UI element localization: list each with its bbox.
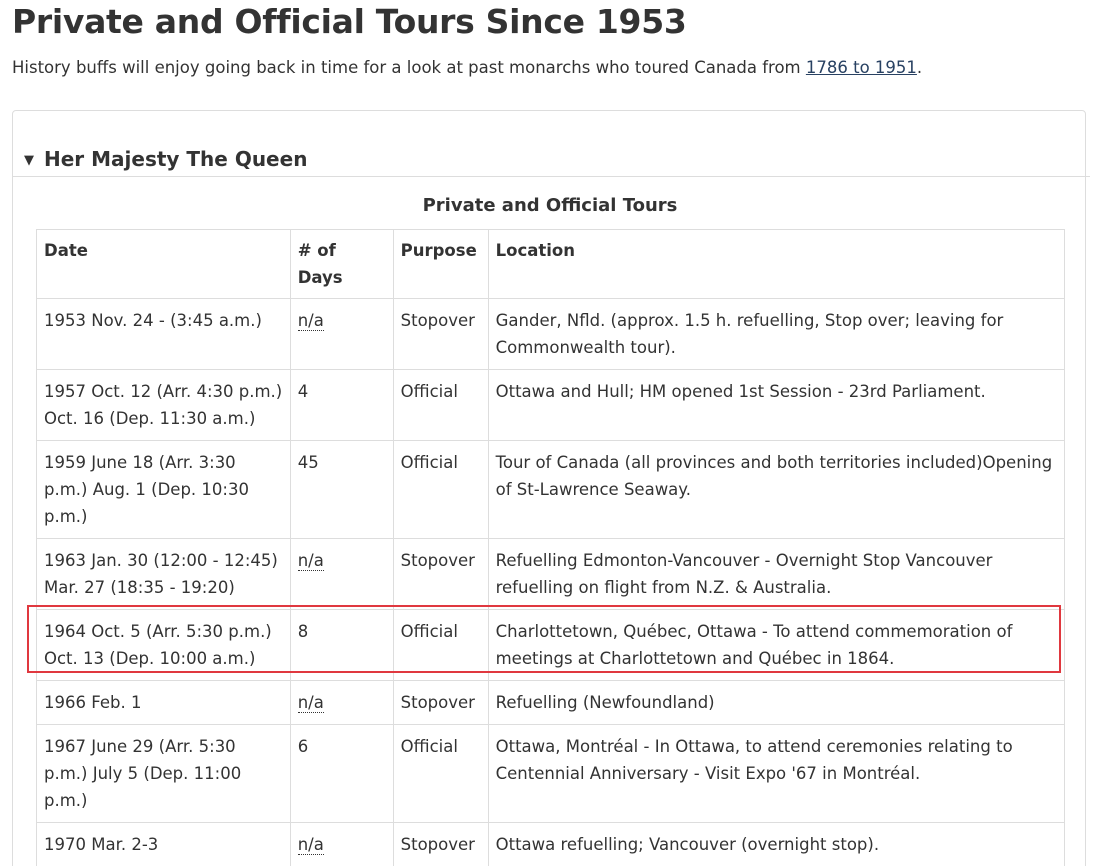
table-row (37, 370, 1065, 441)
table-row (37, 823, 1065, 866)
intro-text-after: . (916, 58, 923, 77)
table-row (37, 299, 1065, 370)
cell-location: Ottawa, Montréal - In Ottawa, to attend ceremonies relating to Centennial Anniversary - Visit Expo '67 in Montréal. (488, 725, 1064, 823)
cell-days (290, 539, 393, 610)
header-location: Location (488, 230, 1064, 299)
cell-location: Ottawa and Hull; HM opened 1st Session - 23rd Parliament. (488, 370, 1064, 441)
cell-purpose: Official (393, 610, 488, 681)
cell-location: Refuelling (Newfoundland) (488, 681, 1064, 725)
cell-purpose: Stopover (393, 539, 488, 610)
cell-location: Refuelling Edmonton-Vancouver - Overnight Stop Vancouver refuelling on flight from N.Z. & Australia. (488, 539, 1064, 610)
cell-date: 1970 Mar. 2-3 (37, 823, 291, 866)
triangle-down-icon: ▼ (24, 153, 34, 168)
days-abbr: n/a (297, 311, 324, 330)
table-caption: Private and Official Tours (422, 195, 678, 216)
cell-date: 1953 Nov. 24 - (3:45 a.m.) (37, 299, 291, 370)
cell-location: Ottawa refuelling; Vancouver (overnight stop). (488, 823, 1064, 866)
cell-days (290, 823, 393, 866)
header-purpose: Purpose (393, 230, 488, 299)
details-summary-label: Her Majesty The Queen (44, 147, 308, 171)
cell-days: 45 (290, 441, 393, 539)
cell-location: Gander, Nfld. (approx. 1.5 h. refuelling, Stop over; leaving for Commonwealth tour). (488, 299, 1064, 370)
cell-purpose: Official (393, 441, 488, 539)
cell-date: 1957 Oct. 12 (Arr. 4:30 p.m.) Oct. 16 (Dep. 11:30 a.m.) (37, 370, 291, 441)
table-row (37, 725, 1065, 823)
days-abbr: n/a (297, 551, 324, 570)
header-days: # of Days (290, 230, 393, 299)
page-title: Private and Official Tours Since 1953 (12, 2, 687, 41)
summary-divider (12, 176, 1090, 177)
intro-text (12, 56, 922, 80)
cell-purpose: Stopover (393, 681, 488, 725)
table-header-row (37, 230, 1065, 299)
table-row (37, 441, 1065, 539)
days-abbr: n/a (297, 693, 324, 712)
table-row-highlighted (37, 610, 1065, 681)
details-summary[interactable] (24, 144, 307, 176)
cell-location: Tour of Canada (all provinces and both territories included)Opening of St-Lawrence Seaway. (488, 441, 1064, 539)
cell-date: 1959 June 18 (Arr. 3:30 p.m.) Aug. 1 (Dep. 10:30 p.m.) (37, 441, 291, 539)
cell-date: 1964 Oct. 5 (Arr. 5:30 p.m.) Oct. 13 (Dep. 10:00 a.m.) (37, 610, 291, 681)
cell-days: 8 (290, 610, 393, 681)
cell-days (290, 681, 393, 725)
days-abbr: n/a (297, 835, 324, 854)
tours-table (36, 229, 1065, 866)
cell-purpose: Official (393, 725, 488, 823)
cell-location: Charlottetown, Québec, Ottawa - To attend commemoration of meetings at Charlottetown and Québec in 1864. (488, 610, 1064, 681)
cell-purpose: Stopover (393, 299, 488, 370)
history-link[interactable]: 1786 to 1951 (805, 58, 917, 77)
cell-days (290, 299, 393, 370)
cell-date: 1966 Feb. 1 (37, 681, 291, 725)
cell-date: 1967 June 29 (Arr. 5:30 p.m.) July 5 (Dep. 11:00 p.m.) (37, 725, 291, 823)
cell-date: 1963 Jan. 30 (12:00 - 12:45) Mar. 27 (18:35 - 19:20) (37, 539, 291, 610)
intro-text-before: History buffs will enjoy going back in time for a look at past monarchs who toured Canada from (12, 58, 806, 77)
cell-days: 4 (290, 370, 393, 441)
table-row (37, 539, 1065, 610)
table-row (37, 681, 1065, 725)
cell-purpose: Official (393, 370, 488, 441)
header-date: Date (37, 230, 291, 299)
cell-purpose: Stopover (393, 823, 488, 866)
cell-days: 6 (290, 725, 393, 823)
